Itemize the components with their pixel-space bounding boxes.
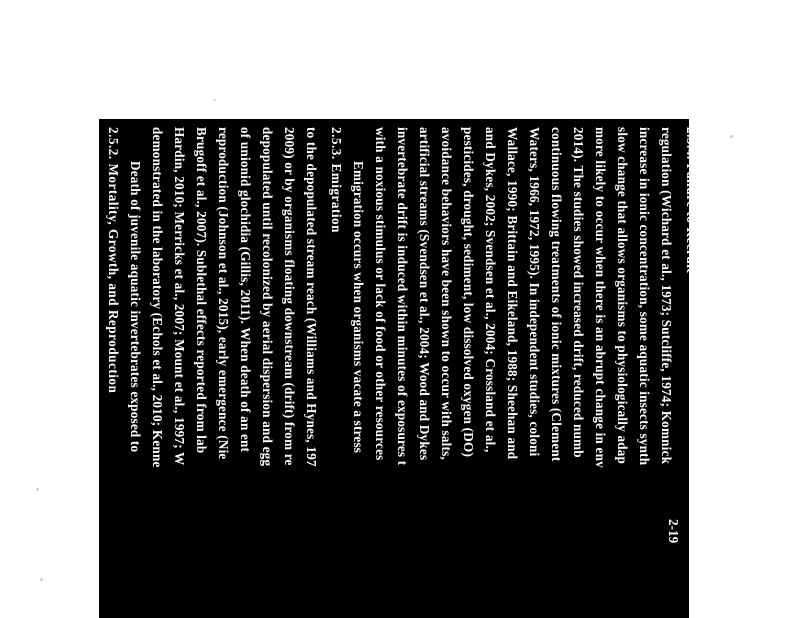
text-line: depopulated until recolonized by aerial dispersion and egg xyxy=(260,127,275,467)
text-line: artificial streams (Svendsen et al., 2004; Wood and Dykes xyxy=(417,127,432,461)
scan-speck xyxy=(36,488,39,491)
text-line: avoidance behaviors have been shown to occur with salts, xyxy=(439,127,454,460)
text-line: slow change that allows organisms to physiologically adap xyxy=(615,127,630,465)
text-line: Waters, 1966, 1972, 1995). In independent studies, coloni xyxy=(527,127,542,457)
section-heading-mortality: 2.5.2. Mortality, Growth, and Reproduction xyxy=(106,127,121,394)
scan-speck xyxy=(40,578,43,581)
text-line: 2014). The studies showed increased drift, reduced numb xyxy=(571,127,586,458)
text-line: more likely to occur when there is an abrupt change in env xyxy=(593,127,608,468)
text-line: 2009) or by organisms floating downstream (drift) from re xyxy=(282,127,297,466)
text-line: with a noxious stimulus or lack of food or other resources xyxy=(373,127,388,461)
page-number: 2-19 xyxy=(666,519,681,544)
text-line: of unionid glochidia (Gillis, 2011). When death of an ent xyxy=(238,127,253,453)
text-line: pesticides, drought, sediment, low dissolved oxygen (DO) xyxy=(461,127,476,458)
scan-speck xyxy=(730,135,733,138)
section-heading-recruit: 2.5.4. Failure to Recruit xyxy=(684,127,699,274)
scanned-page xyxy=(99,119,699,618)
text-line: to the depopulated stream reach (Williams and Hynes, 197 xyxy=(304,127,319,467)
rotated-page-content xyxy=(99,119,699,618)
text-line: regulation (Wichard et al., 1973; Sutcliffe, 1974; Komnick xyxy=(659,127,674,465)
text-line: reproduction (Johnson et al., 2015), early emergence (Nie xyxy=(216,127,231,460)
text-line: Wallace, 1990; Brittain and Eikeland, 1988; Sheehan and xyxy=(505,127,520,460)
text-line: invertebrate drift is induced within minutes of exposures t xyxy=(395,127,410,466)
text-line: increase in ionic concentration, some aquatic insects synth xyxy=(637,127,652,466)
text-line: continuous flowing treatments of ionic mixtures (Clement xyxy=(549,127,564,462)
text-line: Brugoff et al., 2007). Sublethal effects reported from lab xyxy=(194,127,209,454)
text-line: and Dykes, 2002; Svendsen et al., 2004; Crossland et al., xyxy=(483,127,498,453)
text-line: Hardin, 2010; Merricks et al., 2007; Mount et al., 1997; W xyxy=(172,127,187,466)
section-heading-emigration: 2.5.3. Emigration xyxy=(329,127,344,233)
scan-speck xyxy=(214,99,216,101)
text-line: demonstrated in the laboratory (Echols et al., 2010; Kenne xyxy=(150,127,165,468)
text-line: Death of juvenile aquatic invertebrates exposed to xyxy=(128,161,143,453)
text-line: Emigration occurs when organisms vacate a stress xyxy=(351,161,366,454)
